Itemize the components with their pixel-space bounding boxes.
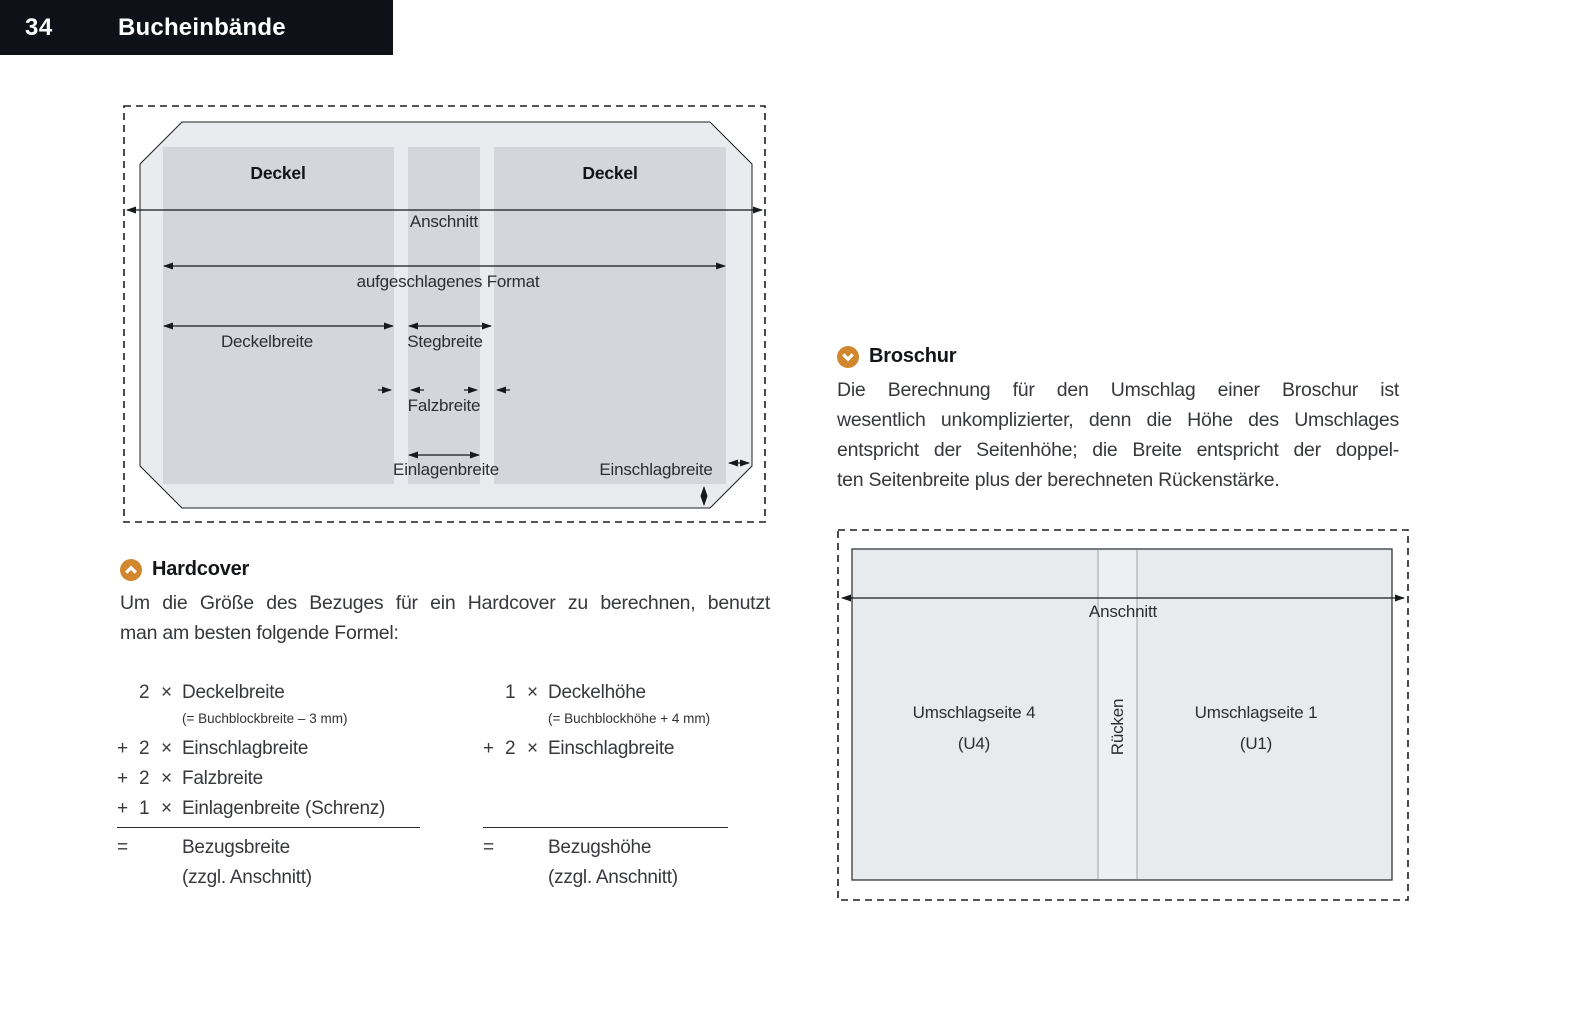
multiply-sign: × — [161, 798, 172, 819]
formula-term: Falzbreite — [182, 768, 263, 789]
hardcover-paragraph — [120, 588, 770, 648]
falzbreite-label: Falzbreite — [407, 396, 481, 415]
deckelbreite-label: Deckelbreite — [220, 332, 314, 351]
formula-row — [117, 678, 420, 708]
formula-row — [117, 764, 420, 794]
u4-label: (U4) — [957, 734, 991, 753]
einlagenbreite-label: Einlagenbreite — [393, 460, 499, 479]
multiply-sign: × — [527, 682, 538, 703]
formula-factor: 2 — [139, 682, 150, 703]
multiply-sign: × — [527, 738, 538, 759]
formula-row — [117, 794, 420, 824]
paragraph-line: entspricht der Seitenhöhe; die Breite entspricht der doppel- — [837, 439, 1399, 461]
formula-factor: 2 — [139, 738, 150, 759]
broschur-heading-label: Broschur — [869, 345, 957, 367]
board-right — [494, 147, 726, 484]
formula-term: Deckelhöhe — [548, 682, 646, 703]
board-left — [163, 147, 394, 484]
paragraph-line: Um die Größe des Bezuges für ein Hardcover zu berechnen, benutzt — [120, 592, 770, 614]
equals-sign: = — [117, 837, 128, 858]
formula-factor: 1 — [505, 682, 516, 703]
page-title: Bucheinbände — [118, 13, 286, 41]
sum-rule — [483, 827, 728, 828]
formula-result: Bezugsbreite — [182, 837, 290, 858]
stegbreite-label: Stegbreite — [407, 332, 483, 351]
anschnitt-label: Anschnitt — [1088, 602, 1158, 621]
spine-inlay — [408, 147, 480, 484]
sum-rule — [117, 827, 420, 828]
formula-operator: + — [117, 738, 128, 759]
formula-note: (= Buchblockhöhe + 4 mm) — [548, 711, 711, 726]
paragraph-line: ten Seitenbreite plus der berechneten Rückenstärke. — [837, 469, 1280, 491]
hardcover-heading-label: Hardcover — [152, 558, 250, 580]
formula-term: Einlagenbreite (Schrenz) — [182, 798, 386, 819]
formula-factor: 2 — [505, 738, 516, 759]
page-number: 34 — [25, 13, 53, 41]
deckel-right-label: Deckel — [582, 163, 638, 183]
chevron-down-circle-icon — [837, 346, 859, 368]
formula-row — [483, 734, 728, 764]
formula-result: Bezugshöhe — [548, 837, 652, 858]
formula-result-row — [483, 833, 728, 863]
multiply-sign: × — [161, 738, 172, 759]
broschur-paragraph — [837, 375, 1399, 495]
bezugsbreite-formula — [117, 678, 420, 893]
paragraph-line: man am besten folgende Formel: — [120, 622, 399, 644]
u1-label: (U1) — [1239, 734, 1273, 753]
formula-operator: + — [117, 768, 128, 789]
page-header — [0, 0, 393, 55]
formula-result-note: (zzgl. Anschnitt) — [182, 867, 312, 888]
formula-note: (= Buchblockbreite – 3 mm) — [182, 711, 348, 726]
formula-row — [483, 678, 728, 708]
broschur-heading — [837, 345, 956, 368]
formula-operator: + — [483, 738, 494, 759]
paragraph-line: wesentlich unkomplizierter, denn die Höhe des Umschlages — [837, 409, 1399, 431]
umschlagseite1-label: Umschlagseite 1 — [1194, 703, 1318, 722]
chevron-up-circle-icon — [120, 559, 142, 581]
equals-sign: = — [483, 837, 494, 858]
bezugshoehe-formula — [483, 678, 728, 893]
formula-result-note: (zzgl. Anschnitt) — [548, 867, 678, 888]
formula-spacer — [483, 764, 728, 824]
einschlagbreite-label: Einschlagbreite — [599, 460, 713, 479]
deckel-left-label: Deckel — [250, 163, 306, 183]
umschlagseite4-label: Umschlagseite 4 — [912, 703, 1036, 722]
multiply-sign: × — [161, 768, 172, 789]
hardcover-cover-diagram — [123, 105, 766, 523]
anschnitt-label: Anschnitt — [409, 212, 479, 231]
formula-term: Deckelbreite — [182, 682, 285, 703]
broschur-cover-diagram — [837, 529, 1409, 901]
formula-term: Einschlagbreite — [548, 738, 675, 759]
formula-term: Einschlagbreite — [182, 738, 309, 759]
formula-operator: + — [117, 798, 128, 819]
formula-row — [117, 734, 420, 764]
aufgeschlagenes-format-label: aufgeschlagenes Format — [356, 272, 540, 291]
hardcover-heading — [120, 558, 249, 581]
formula-result-row — [117, 833, 420, 863]
ruecken-label: Rücken — [1108, 698, 1127, 756]
multiply-sign: × — [161, 682, 172, 703]
formula-factor: 2 — [139, 768, 150, 789]
formula-factor: 1 — [139, 798, 150, 819]
paragraph-line: Die Berechnung für den Umschlag einer Broschur ist — [837, 379, 1399, 401]
